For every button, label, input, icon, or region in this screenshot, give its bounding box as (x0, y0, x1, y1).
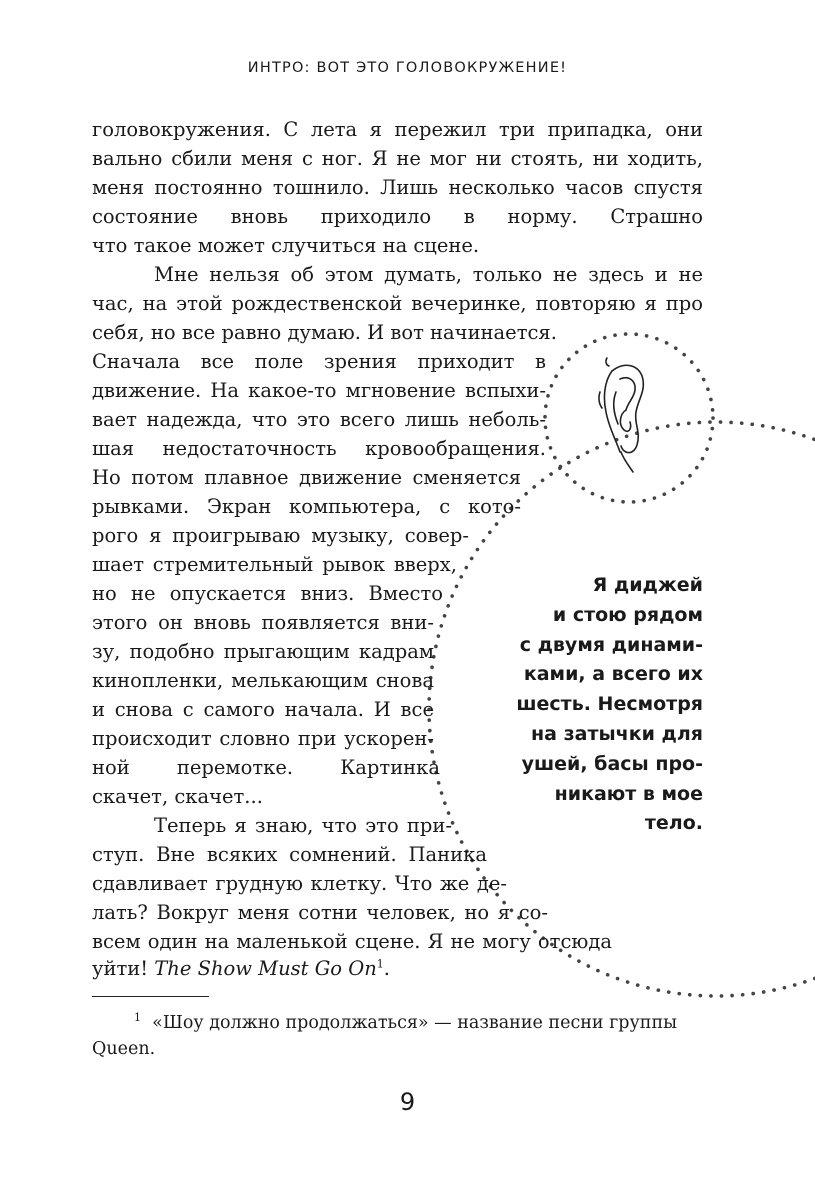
body-line: час, на этой рождественской вечеринке, повторяю я про (92, 292, 703, 315)
footnote-divider (92, 996, 209, 997)
footnote-line-1 (134, 1010, 677, 1036)
footnote-mark: 1 (134, 1011, 141, 1025)
pull-quote-line: ушей, басы про- (521, 752, 703, 775)
pull-quote-line: с двумя динами- (519, 633, 703, 656)
body-line: рого я проигрываю музыку, совер- (92, 524, 469, 547)
body-line: меня постоянно тошнило. Лишь несколько часов спустя (92, 176, 703, 199)
body-line: Но потом плавное движение сменяется (92, 466, 521, 489)
footnote-reference[interactable]: 1 (376, 957, 384, 971)
last-line-suffix: . (383, 957, 390, 980)
body-line: этого он вновь появляется вни- (92, 611, 434, 634)
body-line: движение. На какое-то мгновение вспыхи- (92, 379, 546, 402)
body-line: что такое может случиться на сцене. (92, 234, 480, 257)
body-line: скачет, скачет... (92, 785, 263, 808)
running-header: ИНТРО: ВОТ ЭТО ГОЛОВОКРУЖЕНИЕ! (247, 60, 568, 76)
body-line-last (92, 954, 390, 983)
body-line: себя, но все равно думаю. И вот начинается. (92, 321, 557, 344)
body-line: кинопленки, мелькающим снова (92, 669, 434, 692)
body-line: ной перемотке. Картинка (92, 756, 440, 779)
pull-quote-line: никают в мое (554, 782, 703, 805)
footnote-text: «Шоу должно продолжаться» — название песни группы (152, 1013, 678, 1033)
pull-quote-line: ками, а всего их (523, 663, 703, 686)
body-line: ступ. Вне всяких сомнений. Паника (92, 843, 487, 866)
body-line: состояние вновь приходило в норму. Страшно (92, 205, 703, 228)
body-line: лать? Вокруг меня сотни человек, но я со- (92, 901, 548, 924)
last-line-prefix: уйти! (92, 957, 155, 980)
body-line: Теперь я знаю, что это при- (154, 814, 452, 837)
body-line: вально сбили меня с ног. Я не мог ни стоять, ни ходить, (92, 147, 703, 170)
pull-quote-line: тело. (644, 812, 703, 835)
page-number: 9 (399, 1088, 416, 1116)
body-line: вает надежда, что это всего лишь неболь- (92, 408, 546, 431)
pull-quote-line: шесть. Несмотря (516, 693, 703, 716)
body-line: рывками. Экран компьютера, с кото- (92, 495, 521, 518)
body-line: Мне нельзя об этом думать, только не здесь и не (154, 263, 703, 286)
small-dotted-circle (545, 334, 713, 502)
body-line: шая недостаточность кровообращения. (92, 437, 546, 460)
body-line: головокружения. С лета я пережил три припадка, они (92, 118, 703, 141)
song-title: The Show Must Go On (154, 957, 377, 980)
body-line: Сначала все поле зрения приходит в (92, 350, 546, 373)
body-line: шает стремительный рывок вверх, (92, 553, 457, 576)
body-line: но не опускается вниз. Вместо (92, 582, 443, 605)
footnote-line-2: Queen. (92, 1039, 156, 1059)
pull-quote-line: Я диджей (592, 574, 703, 596)
pull-quote-line: и стою рядом (552, 603, 703, 626)
body-line: сдавливает грудную клетку. Что же де- (92, 872, 507, 895)
pull-quote-line: на затычки для (531, 723, 703, 745)
body-line: зу, подобно прыгающим кадрам (92, 640, 434, 663)
body-line: всем один на маленькой сцене. Я не могу отсюда (92, 930, 612, 953)
body-line: и снова с самого начала. И все (92, 698, 434, 721)
body-line: происходит словно при ускорен- (92, 727, 434, 750)
ear-icon (599, 358, 643, 472)
